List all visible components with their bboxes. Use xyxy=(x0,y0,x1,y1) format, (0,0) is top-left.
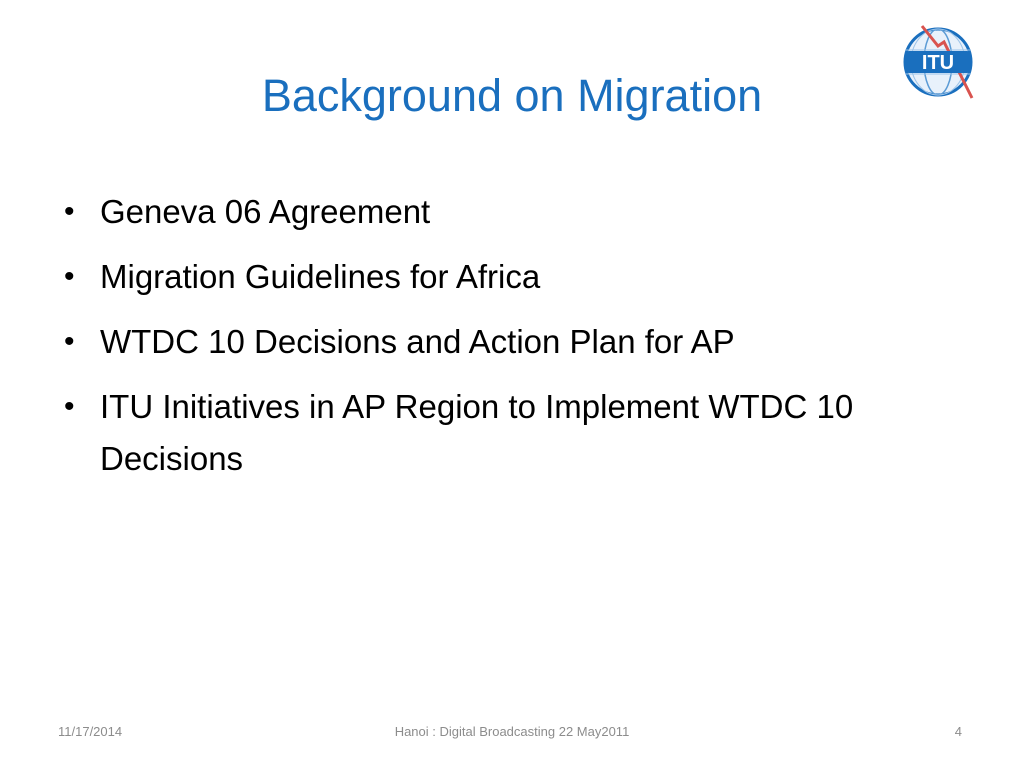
footer-page-number: 4 xyxy=(954,724,962,739)
slide-title: Background on Migration xyxy=(261,70,763,121)
bullet-item xyxy=(62,381,962,485)
bullet-text: Geneva 06 Agreement xyxy=(100,193,431,230)
bullet-dot: • xyxy=(64,325,75,358)
footer-date: 11/17/2014 xyxy=(58,724,123,739)
bullet-text: Migration Guidelines for Africa xyxy=(100,258,541,295)
itu-logo-icon xyxy=(898,20,982,104)
bullet-dot: • xyxy=(64,195,75,228)
itu-logo-text: ITU xyxy=(921,52,955,74)
bullet-dot: • xyxy=(64,260,75,293)
bullet-item xyxy=(62,251,962,303)
footer-text: Hanoi : Digital Broadcasting 22 May2011 xyxy=(394,724,630,739)
bullet-item xyxy=(62,186,962,238)
bullet-text: ITU Initiatives in AP Region to Implement WTDC 10 Decisions xyxy=(100,388,854,477)
bullet-item xyxy=(62,316,962,368)
bullet-text: WTDC 10 Decisions and Action Plan for AP xyxy=(100,323,735,360)
bullet-dot: • xyxy=(64,390,75,423)
bullet-list xyxy=(62,186,962,498)
